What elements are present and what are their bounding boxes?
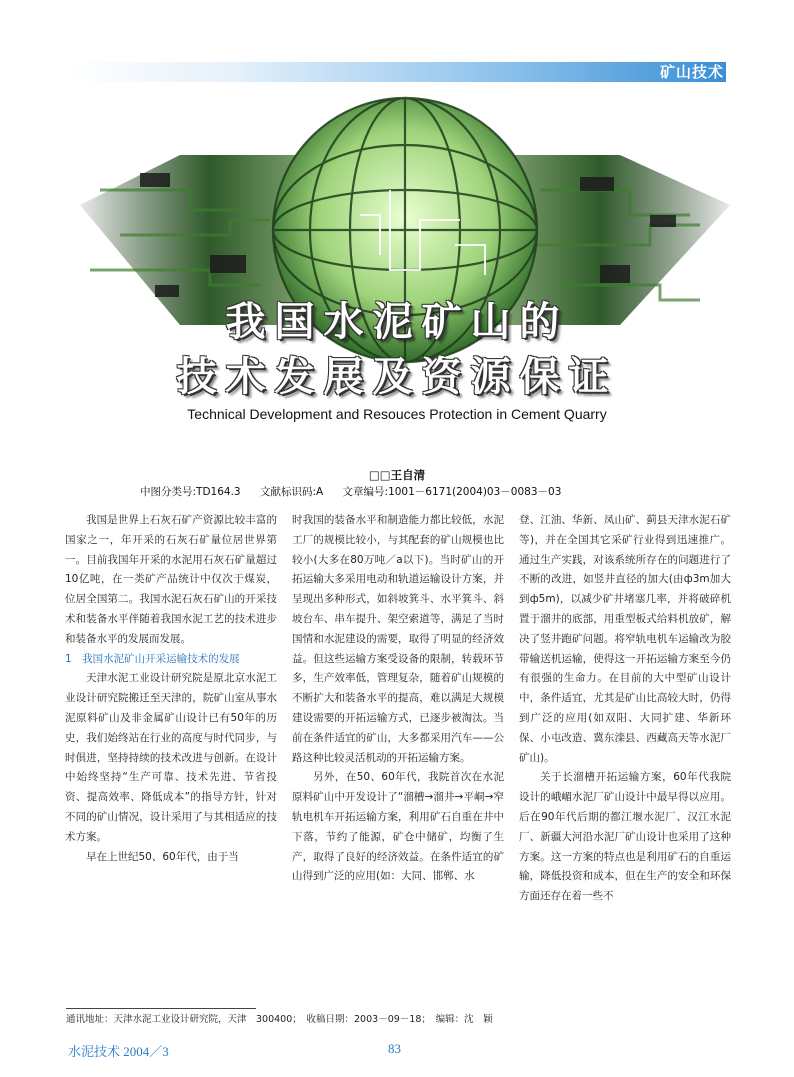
page-number: 83 <box>388 1041 401 1056</box>
paragraph: 关于长溜槽开拓运输方案，60年代我院设计的峨嵋水泥厂矿山设计中最早得以应用。后在90年代后期的都江堰水泥厂、汉江水泥厂、新疆大河沿水泥厂矿山设计也采用了这种方案。这一方案的特点也是利用矿石的自重运输，降低投资和成本，但在生产的安全和环保方面还存在着一些不 <box>519 771 731 903</box>
author: □□王自清 <box>368 468 426 482</box>
section-tag: 矿山技术 <box>659 63 724 81</box>
article-number: 文章编号:1001－6171(2004)03－0083－03 <box>342 486 562 498</box>
body-column-3 <box>519 511 731 907</box>
paragraph: 我国是世界上石灰石矿产资源比较丰富的国家之一，年开采的石灰石矿量位居世界第一。目前我国年开采的水泥用石灰石矿量超过10亿吨，在一类矿产品统计中仅次于煤炭，位居全国第二。我国水泥石灰石矿山的开采技术和装备水平伴随着我国水泥工艺的技术进步和装备水平的发展而发展。 <box>65 514 277 645</box>
header-gradient-bar <box>68 62 726 82</box>
article-title-line-1: 我国水泥矿山的 <box>225 299 569 345</box>
paragraph: 早在上世纪50、60年代，由于当 <box>86 850 239 863</box>
paragraph: 另外，在50、60年代，我院首次在水泥原料矿山中开发设计了“溜槽→溜井→平峒→窄轨电机车开拓运输方案，利用矿石自重在井中下落，节约了能源，矿仓中储矿，均衡了生产，取得了良好的经济效益。在条件适宜的矿山得到广泛的应用(如：大同、邯郸、水 <box>292 771 504 883</box>
journal-name: 水泥技术 2004／3 <box>68 1044 169 1059</box>
footnote-divider <box>66 1008 256 1009</box>
body-column-2 <box>292 511 504 887</box>
article-title-line-2: 技术发展及资源保证 <box>176 354 618 400</box>
paragraph: 登、江油、华新、凤山矿、蓟县天津水泥石矿等)，并在全国其它采矿行业得到迅速推广。通过生产实践，对该系统所存在的问题进行了不断的改进，如竖井直径的加大(由ф3m加大到ф5m)，以减少矿井堵塞几率，并将破碎机置于溜井的底部，用重型板式给料机放矿，解决了竖井跑矿问题。将窄轨电机车运输改为胶带输送机运输，使得这一开拓运输方案至今仍有很强的生命力。在目前的大中型矿山设计中，条件适宜，尤其是矿山比高较大时，仍得到广泛的应用(如双阳、大同扩建、华新环保、小屯改造、冀东滦县、西藏高天等水泥厂矿山)。 <box>519 514 731 764</box>
paragraph: 天津水泥工业设计研究院是原北京水泥工业设计研究院搬迁至天津的，院矿山室从事水泥原料矿山及非金属矿山设计已有50年的历史，我们始终站在行业的高度与时代同步，与时俱进，坚持持续的技术改进与创新。在设计中始终坚持“生产可靠、技术先进、节省投资、提高效率、降低成本”的指导方针，针对不同的矿山情况，设计采用了与其相适应的技术方案。 <box>65 672 277 843</box>
footnote: 通讯地址：天津水泥工业设计研究院，天津 300400； 收稿日期：2003－09－18； 编辑：沈 颖 <box>66 1014 493 1025</box>
paragraph: 时我国的装备水平和制造能力都比较低，水泥工厂的规模比较小，与其配套的矿山规模也比较小(大多在80万吨／a以下)。当时矿山的开拓运输大多采用电动和轨道运输设计方案，并呈现出多种形式，如斜坡箕斗、水平箕斗、斜坡台车、串车提升、架空索道等，满足了当时国情和水泥建设的需要，取得了明显的经济效益。但这些运输方案受设备的限制，转载环节多，生产效率低，管理复杂，随着矿山规模的不断扩大和装备水平的提高，难以满足大规模建设需要的开拓运输方式，已逐步被淘汰。当前在条件适宜的矿山，大多都采用汽车——公路这种比较灵活机动的开拓运输方案。 <box>292 514 504 764</box>
english-title: Technical Development and Resouces Protection in Cement Quarry <box>187 406 607 422</box>
document-code: 文献标识码:A <box>259 486 324 498</box>
classification-line <box>140 484 577 499</box>
classification-number: 中图分类号:TD164.3 <box>140 486 241 498</box>
body-column-1 <box>65 511 277 867</box>
section-heading: 1 我国水泥矿山开采运输技术的发展 <box>65 652 240 665</box>
